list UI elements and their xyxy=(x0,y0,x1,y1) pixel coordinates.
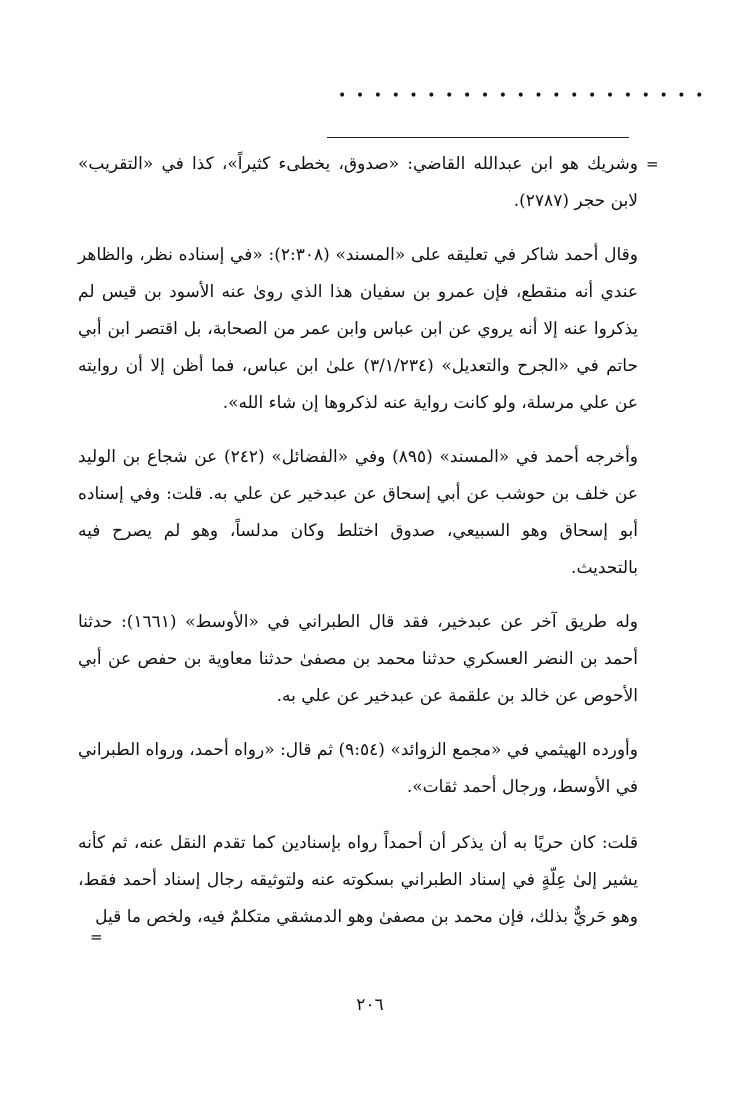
footnote-body xyxy=(78,146,638,953)
footnote-paragraph-3: وأخرجه أحمد في «المسند» (٨٩٥) وفي «الفضائل» (٢٤٢) عن شجاع بن الوليد عن خلف بن حوشب عن أبي إسحاق عن عبدخير عن علي به. قلت: وفي إسناده أبو إسحاق وهو السبيعي، صدوق اختلط وكان مدلساً، وهو لم يصرح فيه بالتحديث. xyxy=(78,447,638,578)
continues-mark: = xyxy=(90,928,103,946)
footnote-separator-rule xyxy=(327,137,629,138)
header-ornament-dots: ••••••••••••••••••••• xyxy=(338,88,714,104)
footnote-paragraph-1: وشريك هو ابن عبدالله القاضي: «صدوق، يخطىء كثيراً»، كذا في «التقريب» لابن حجر (٢٧٨٧). xyxy=(78,154,638,211)
footnote-paragraph-6: قلت: كان حريًا به أن يذكر أن أحمداً رواه بإسنادين كما تقدم النقل عنه، ثم كأنه يشير إلىٰ عِلّةٍ في إسناد الطبراني بسكوته عنه ولتوثيقه رجال إسناد أحمد فقط، وهو حَريٌّ بذلك، فإن محمد بن مصفىٰ وهو الدمشقي متكلمٌ فيه، ولخص ما قيل xyxy=(78,833,638,927)
footnote-paragraph-5: وأورده الهيثمي في «مجمع الزوائد» (٩:٥٤) ثم قال: «رواه أحمد، ورواه الطبراني في الأوسط، ورجال أحمد ثقات». xyxy=(78,740,638,797)
continuation-mark: = xyxy=(646,155,659,173)
footnote-paragraph-4: وله طريق آخر عن عبدخير، فقد قال الطبراني في «الأوسط» (١٦٦١): حدثنا أحمد بن النضر العسكري حدثنا محمد بن مصفىٰ حدثنا معاوية بن حفص عن أبي الأحوص عن خالد بن علقمة عن عبدخير عن علي به. xyxy=(78,612,638,706)
page-number: ٢٠٦ xyxy=(356,995,384,1015)
footnote-paragraph-2: وقال أحمد شاكر في تعليقه على «المسند» (٢:٣٠٨): «في إسناده نظر، والظاهر عندي أنه منقطع، فإن عمرو بن سفيان هذا الذي روىٰ عنه الأسود بن قيس لم يذكروا عنه إلا أنه يروي عن ابن عباس وابن عمر من الصحابة، بل اقتصر ابن أبي حاتم في «الجرح والتعديل» (٣/١/٢٣٤) علىٰ ابن عباس، فما أظن إلا أن روايته عن علي مرسلة، ولو كانت رواية عنه لذكروها إن شاء الله». xyxy=(78,245,638,413)
